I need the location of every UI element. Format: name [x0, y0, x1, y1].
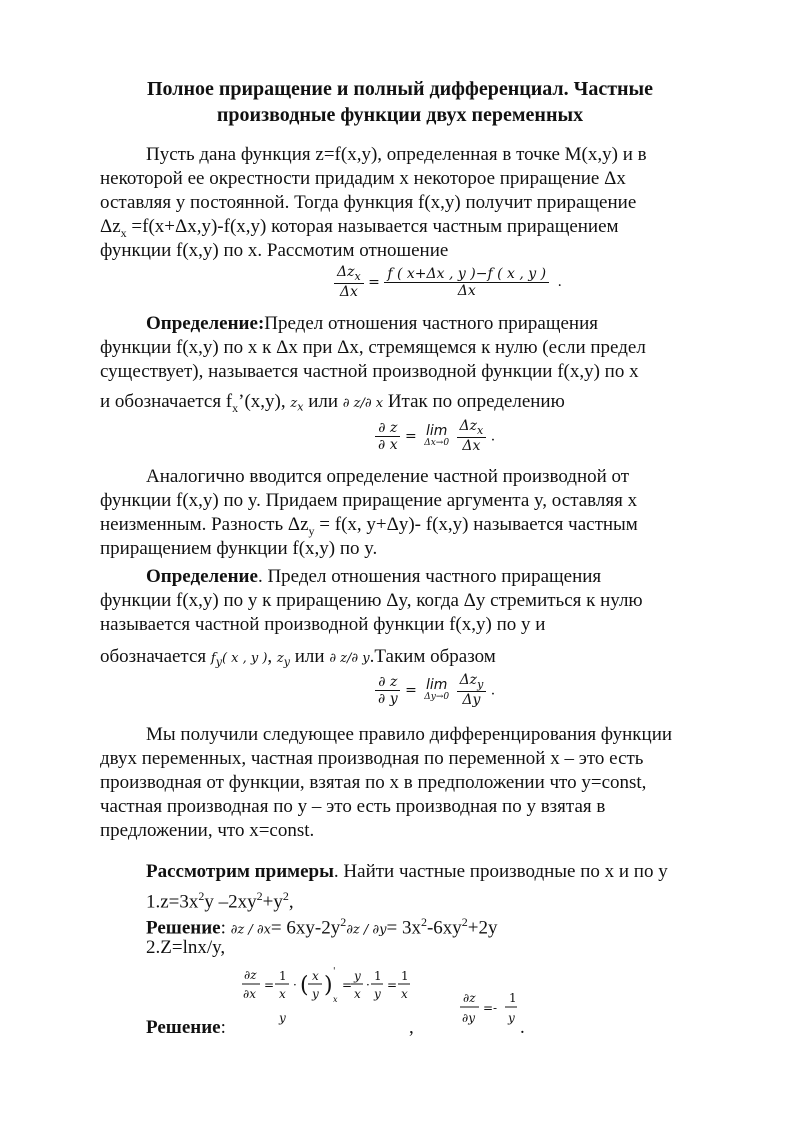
svg-text:x: x	[354, 987, 361, 1001]
p1-line-1: Пусть дана функция z=f(x,y), определенная в точке M(x,y) и в	[146, 144, 647, 165]
def2-line-3: называется частной производной функции f(x,y) по y и	[100, 614, 546, 635]
def2-line-1: Определение. Предел отношения частного приращения	[146, 566, 602, 587]
p5-line-1: Мы получили следующее правило дифференцирования функции	[146, 724, 673, 745]
equation-1: $\frac{\Delta z_x}{\Delta x}$ = $\frac{f ( x+\Delta x , y )-f ( x , y )}{\Delta x}$ .	[334, 264, 562, 301]
def2-line-2: функции f(x,y) по y к приращению Δy, когда Δy стремиться к нулю	[100, 590, 643, 611]
page-title: Полное приращение и полный дифференциал. Частные производные функции двух переменных	[146, 78, 654, 126]
def1-line-1: Определение:Предел отношения частного приращения	[146, 313, 598, 334]
svg-text:·: ·	[366, 978, 370, 992]
def2-line-4: обозначается $f_y$( x , y ), $z_y$ или ∂ z/∂ y.Таким образом	[100, 646, 496, 669]
equation-2: $\frac{\partial z}{\partial x}$ = lim Δx→0 $\frac{\Delta z_x}{\Delta x}$ .	[375, 418, 495, 455]
svg-text:y: y	[354, 969, 361, 983]
svg-text:1: 1	[374, 969, 382, 983]
svg-text:y: y	[312, 987, 319, 1001]
svg-text:·: ·	[293, 978, 297, 992]
svg-text:1: 1	[509, 991, 517, 1005]
svg-text:y: y	[508, 1011, 515, 1025]
p3-line-1: Аналогично вводится определение частной производной от	[146, 466, 630, 487]
example-2: 2.Z=lnx/y,	[146, 937, 226, 958]
p5-line-3: производная от функции, взятая по x в предположении что y=const,	[100, 772, 647, 793]
svg-text:=: =	[387, 978, 398, 992]
solution-2-formula	[238, 962, 538, 1042]
def1-line-4: и обозначается $f_x’(x,y)$, $z_x$ или ∂ z/∂ x Итак по определению	[100, 391, 565, 415]
p1-line-4: $\Delta z_x =f(x+\Delta x,y)-f(x,y)$ которая называется частным приращением	[100, 216, 619, 240]
svg-text:1: 1	[401, 969, 409, 983]
svg-text:x: x	[312, 969, 319, 983]
solution-2-end: .	[520, 1017, 525, 1038]
svg-text:1: 1	[279, 969, 287, 983]
svg-text:∂y: ∂y	[462, 1011, 475, 1025]
svg-text:∂z: ∂z	[463, 991, 476, 1005]
p3-line-4: приращением функции f(x,y) по y.	[100, 538, 378, 559]
p5-line-4: частная производная по y – это есть производная по y взятая в	[100, 796, 606, 817]
svg-text:=-: =-	[483, 1001, 498, 1015]
svg-text:y: y	[374, 987, 381, 1001]
def1-line-2: функции f(x,y) по x к Δx при Δx, стремящемся к нулю (если предел	[100, 337, 646, 358]
solution-1: Решение: $\partial z / \partial x= 6xy-2y^2\partial z / \partial y= 3x^2-6xy^2+2y$	[146, 915, 498, 939]
example-1: $1.z=3x^2y$ $-2xy^2+y^2$,	[146, 889, 294, 913]
svg-text:=: =	[342, 978, 353, 992]
svg-text:y: y	[279, 1011, 286, 1025]
p1-line-5: функции f(x,y) по x. Рассмотим отношение	[100, 240, 449, 261]
solution-2-comma: ,	[409, 1017, 414, 1038]
svg-text:=: =	[264, 978, 275, 992]
svg-text:): )	[324, 973, 333, 998]
svg-text:(: (	[300, 973, 309, 998]
svg-text:∂z: ∂z	[244, 968, 257, 982]
svg-text:x: x	[401, 987, 408, 1001]
p5-line-5: предложении, что x=const.	[100, 820, 315, 841]
p3-line-2: функции f(x,y) по y. Придаем приращение аргумента y, оставляя x	[100, 490, 638, 511]
svg-text:x: x	[279, 987, 286, 1001]
solution-2: Решение:	[146, 1017, 226, 1038]
p1-line-2: некоторой ее окрестности придадим x некоторое приращение Δx	[100, 168, 626, 189]
def1-line-3: существует), называется частной производной функции f(x,y) по x	[100, 361, 639, 382]
p1-line-3: оставляя y постоянной. Тогда функция f(x,y) получит приращение	[100, 192, 637, 213]
equation-3: $\frac{\partial z}{\partial y}$ = lim Δy→0 $\frac{\Delta z_y}{\Delta y}$ .	[375, 672, 495, 709]
svg-text:x: x	[333, 995, 338, 1004]
examples-intro: Рассмотрим примеры. Найти частные производные по x и по y	[146, 861, 668, 882]
p5-line-2: двух переменных, частная производная по переменной x – это есть	[100, 748, 644, 769]
svg-text:∂x: ∂x	[243, 987, 256, 1001]
p3-line-3: неизменным. Разность $\Delta z_y = f(x$, y+Δy)- f(x,y) называется частным	[100, 514, 638, 538]
svg-text:': '	[333, 967, 336, 977]
